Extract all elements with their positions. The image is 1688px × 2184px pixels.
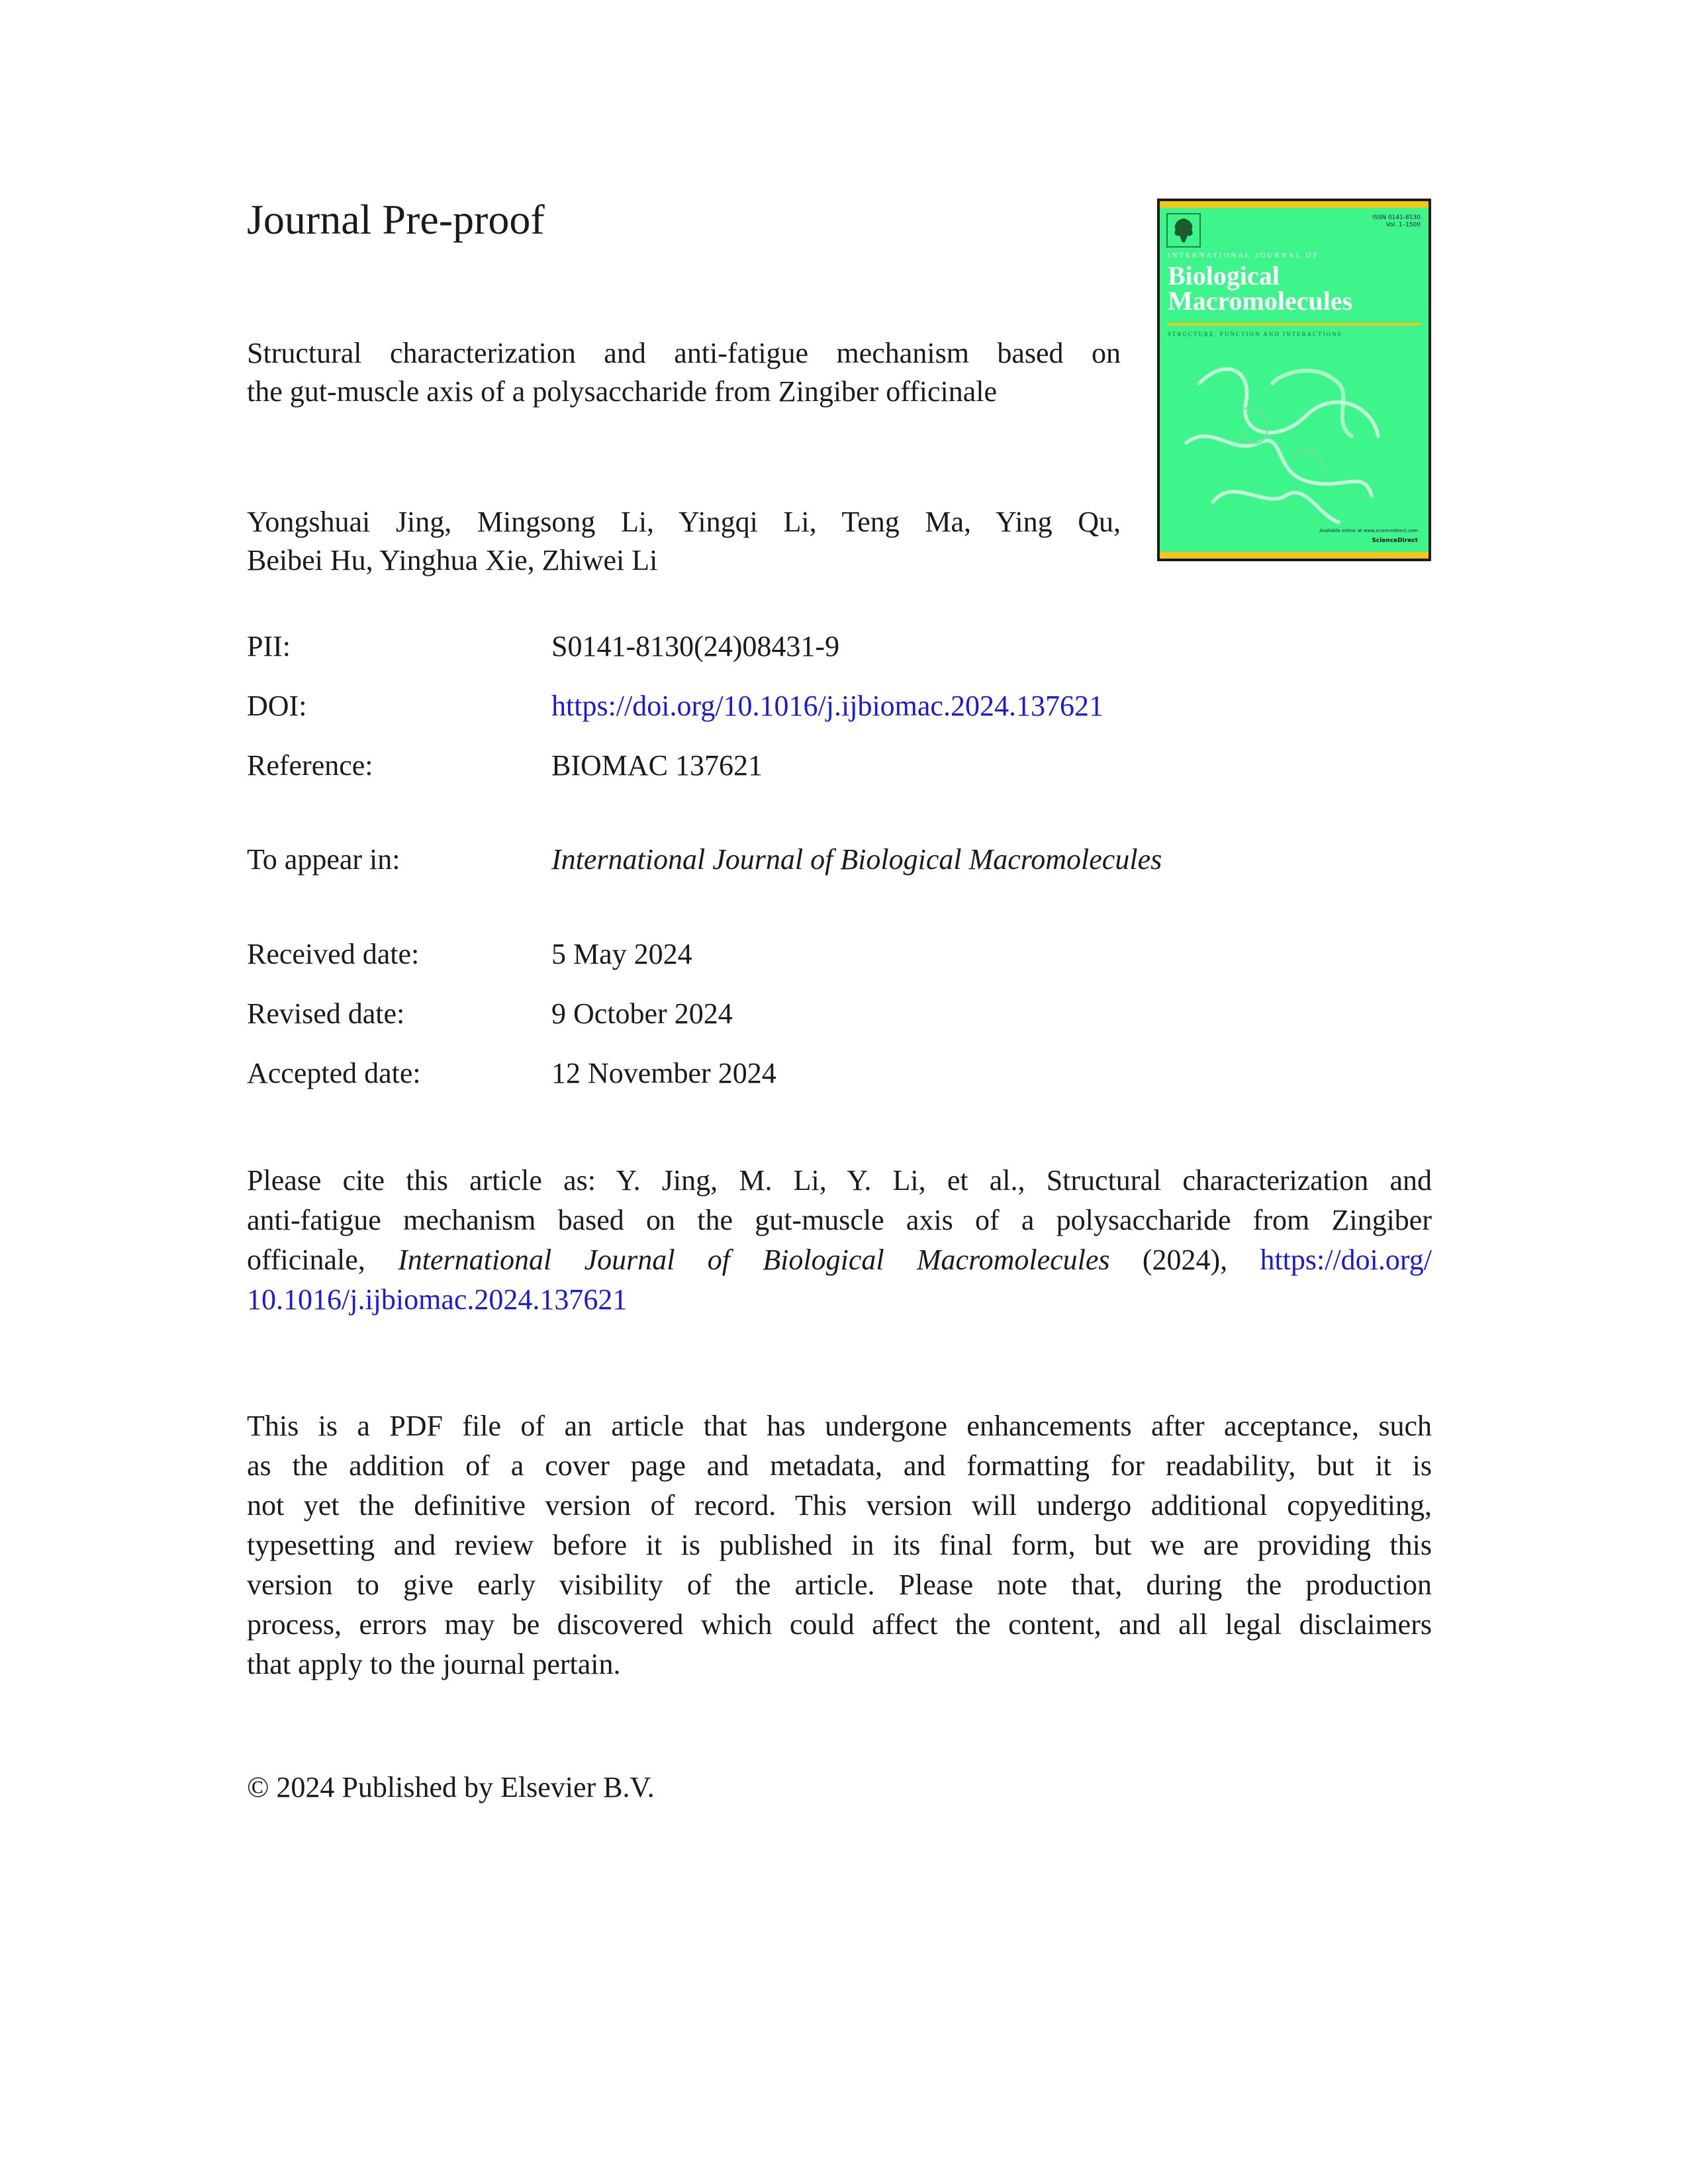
cover-journal-name-line: Biological [1168,261,1280,291]
to-appear-label: To appear in: [247,843,400,876]
article-title-line: Structural characterization and anti-fatigue mechanism based on [247,337,1121,369]
citation-line: anti-fatigue mechanism based on the gut-muscle axis of a polysaccharide from Zingiber [247,1204,1432,1236]
revised-date-value: 9 October 2024 [551,997,733,1030]
elsevier-tree-icon [1166,213,1201,248]
citation-journal: International Journal of Biological Macromolecules [398,1244,1110,1276]
reference-value: BIOMAC 137621 [551,749,763,782]
article-title-line: the gut-muscle axis of a polysaccharide from Zingiber officinale [247,375,997,408]
accepted-date-value: 12 November 2024 [551,1057,776,1089]
protein-ribbon-illustration [1173,343,1398,535]
pre-proof-notice [247,1406,1432,1684]
revised-date-label: Revised date: [247,997,405,1030]
citation-year: (2024), [1109,1244,1260,1276]
cover-journal-name [1168,263,1352,314]
notice-line: version to give early visibility of the article. Please note that, during the production [247,1569,1432,1601]
reference-label: Reference: [247,749,373,782]
citation-line [247,1280,1432,1320]
cover-rule [1168,323,1421,326]
cover-available-text: Available online at www.sciencedirect.com [1319,528,1418,533]
notice-line: that apply to the journal pertain. [247,1648,621,1680]
notice-line: as the addition of a cover page and metadata, and formatting for readability, but it is [247,1449,1432,1482]
cover-issn-text: ISSN 0141-8130 [1372,214,1421,221]
to-appear-value: International Journal of Biological Macromolecules [551,843,1162,876]
cover-volume-text: Vol. 1–1500 [1385,222,1421,228]
received-date-label: Received date: [247,938,420,970]
copyright-notice: © 2024 Published by Elsevier B.V. [247,1771,655,1803]
cover-subtitle: STRUCTURE, FUNCTION AND INTERACTIONS [1168,331,1342,338]
article-title [247,334,1121,411]
cover-bottom-bar [1160,552,1429,559]
citation-line: Please cite this article as: Y. Jing, M. Li, Y. Li, et al., Structural characterization and [247,1164,1432,1197]
cover-intl-line: INTERNATIONAL JOURNAL OF [1168,251,1319,259]
notice-line: typesetting and review before it is published in its final form, but we are providing this [247,1529,1432,1561]
notice-line: This is a PDF file of an article that has undergone enhancements after acceptance, such [247,1410,1432,1442]
journal-cover-image [1157,199,1431,561]
citation-line [247,1240,1432,1280]
cover-sciencedirect-text: ScienceDirect [1372,537,1418,544]
notice-line: process, errors may be discovered which could affect the content, and all legal disclaimers [247,1608,1432,1641]
citation-doi-link[interactable]: https://doi.org/ [1260,1244,1432,1276]
doi-link[interactable]: https://doi.org/10.1016/j.ijbiomac.2024.137621 [551,690,1103,722]
pii-label: PII: [247,630,291,662]
cover-journal-name-line: Macromolecules [1168,286,1353,316]
cover-issn [1372,214,1421,229]
citation-text: officinale, [247,1244,399,1276]
citation-paragraph [247,1161,1432,1320]
pii-value: S0141-8130(24)08431-9 [551,630,840,662]
received-date-value: 5 May 2024 [551,938,692,970]
accepted-date-label: Accepted date: [247,1057,421,1089]
notice-line: not yet the definitive version of record. This version will undergo additional copyediting, [247,1489,1432,1522]
journal-pre-proof-heading: Journal Pre-proof [247,196,545,243]
doi-label: DOI: [247,690,307,722]
author-line: Yongshuai Jing, Mingsong Li, Yingqi Li, Teng Ma, Ying Qu, [247,506,1121,538]
author-line: Beibei Hu, Yinghua Xie, Zhiwei Li [247,544,658,576]
author-list [247,503,1121,580]
citation-doi-link[interactable]: 10.1016/j.ijbiomac.2024.137621 [247,1283,628,1316]
cover-top-bar [1160,201,1429,208]
